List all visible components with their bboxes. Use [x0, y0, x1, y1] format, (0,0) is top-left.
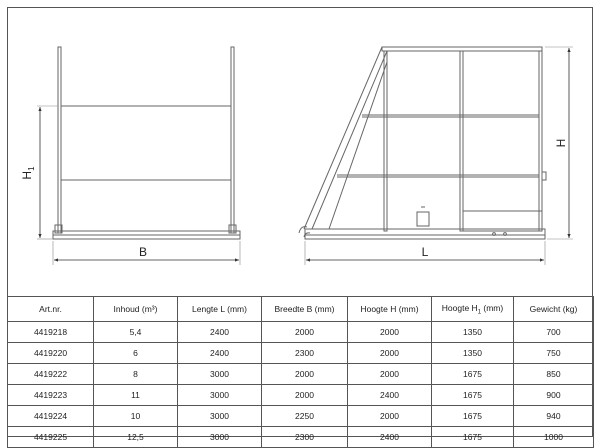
cell-hoogte-h1: 1675 — [432, 427, 514, 448]
cell-art-nr: 4419222 — [8, 364, 94, 385]
cell-hoogte-h1: 1675 — [432, 364, 514, 385]
header-hoogte-h1: Hoogte $H_1$ (mm) — [432, 297, 514, 322]
side-view — [299, 47, 573, 265]
cell-inhoud: 10 — [94, 406, 178, 427]
cell-inhoud: 12,5 — [94, 427, 178, 448]
cell-breedte: 2300 — [262, 427, 348, 448]
cell-breedte: 2000 — [262, 322, 348, 343]
cell-hoogte-h1: 1350 — [432, 322, 514, 343]
side-slope-outer — [304, 47, 382, 229]
side-post-rear — [539, 51, 542, 231]
cell-art-nr: 4419218 — [8, 322, 94, 343]
cell-breedte: 2000 — [262, 385, 348, 406]
header-art-nr: Art.nr. — [8, 297, 94, 322]
side-post-front — [384, 51, 387, 231]
cell-breedte: 2250 — [262, 406, 348, 427]
front-view — [37, 47, 240, 265]
cell-hoogte-h: 2000 — [348, 364, 432, 385]
cell-inhoud: 11 — [94, 385, 178, 406]
side-step — [417, 212, 429, 226]
cell-hoogte-h: 2000 — [348, 343, 432, 364]
table-row — [8, 364, 594, 385]
table-row — [8, 343, 594, 364]
table-row — [8, 427, 594, 448]
cell-lengte: 2400 — [178, 322, 262, 343]
cell-gewicht: 700 — [514, 322, 594, 343]
cell-hoogte-h: 2400 — [348, 427, 432, 448]
cell-gewicht: 940 — [514, 406, 594, 427]
header-breedte: Breedte B (mm) — [262, 297, 348, 322]
table-header-row — [8, 297, 594, 322]
table-row — [8, 406, 594, 427]
cell-hoogte-h1: 1675 — [432, 406, 514, 427]
cell-lengte: 3000 — [178, 364, 262, 385]
h1-label: $H_1$ — [20, 166, 36, 180]
cell-art-nr: 4419224 — [8, 406, 94, 427]
cell-lengte: 3000 — [178, 385, 262, 406]
cell-breedte: 2000 — [262, 364, 348, 385]
side-rear-box — [463, 211, 542, 231]
cell-lengte: 3000 — [178, 427, 262, 448]
specification-table — [7, 296, 594, 448]
cell-lengte: 3000 — [178, 406, 262, 427]
l-label: L — [421, 245, 429, 259]
cell-hoogte-h1: 1675 — [432, 385, 514, 406]
side-slope-inner — [312, 51, 387, 229]
b-label: B — [138, 245, 148, 259]
header-hoogte-h: Hoogte H (mm) — [348, 297, 432, 322]
cell-gewicht: 1000 — [514, 427, 594, 448]
cell-inhoud: 6 — [94, 343, 178, 364]
cell-hoogte-h: 2400 — [348, 385, 432, 406]
header-inhoud: Inhoud (m³) — [94, 297, 178, 322]
cell-lengte: 2400 — [178, 343, 262, 364]
cell-art-nr: 4419220 — [8, 343, 94, 364]
cell-hoogte-h: 2000 — [348, 406, 432, 427]
cell-hoogte-h: 2000 — [348, 322, 432, 343]
cell-gewicht: 900 — [514, 385, 594, 406]
front-left-post — [58, 47, 61, 233]
header-lengte: Lengte L (mm) — [178, 297, 262, 322]
side-top-rail — [382, 47, 542, 51]
cell-art-nr: 4419223 — [8, 385, 94, 406]
cell-hoogte-h1: 1350 — [432, 343, 514, 364]
side-latch — [542, 172, 546, 180]
cell-inhoud: 5,4 — [94, 322, 178, 343]
table-row — [8, 385, 594, 406]
front-right-post — [231, 47, 234, 233]
cell-inhoud: 8 — [94, 364, 178, 385]
technical-drawing — [7, 7, 593, 297]
cell-gewicht: 850 — [514, 364, 594, 385]
h-label: H — [554, 138, 568, 148]
header-gewicht: Gewicht (kg) — [514, 297, 594, 322]
table-row — [8, 322, 594, 343]
side-post-middle — [460, 51, 463, 231]
cell-gewicht: 750 — [514, 343, 594, 364]
cell-breedte: 2300 — [262, 343, 348, 364]
cell-art-nr: 4419225 — [8, 427, 94, 448]
